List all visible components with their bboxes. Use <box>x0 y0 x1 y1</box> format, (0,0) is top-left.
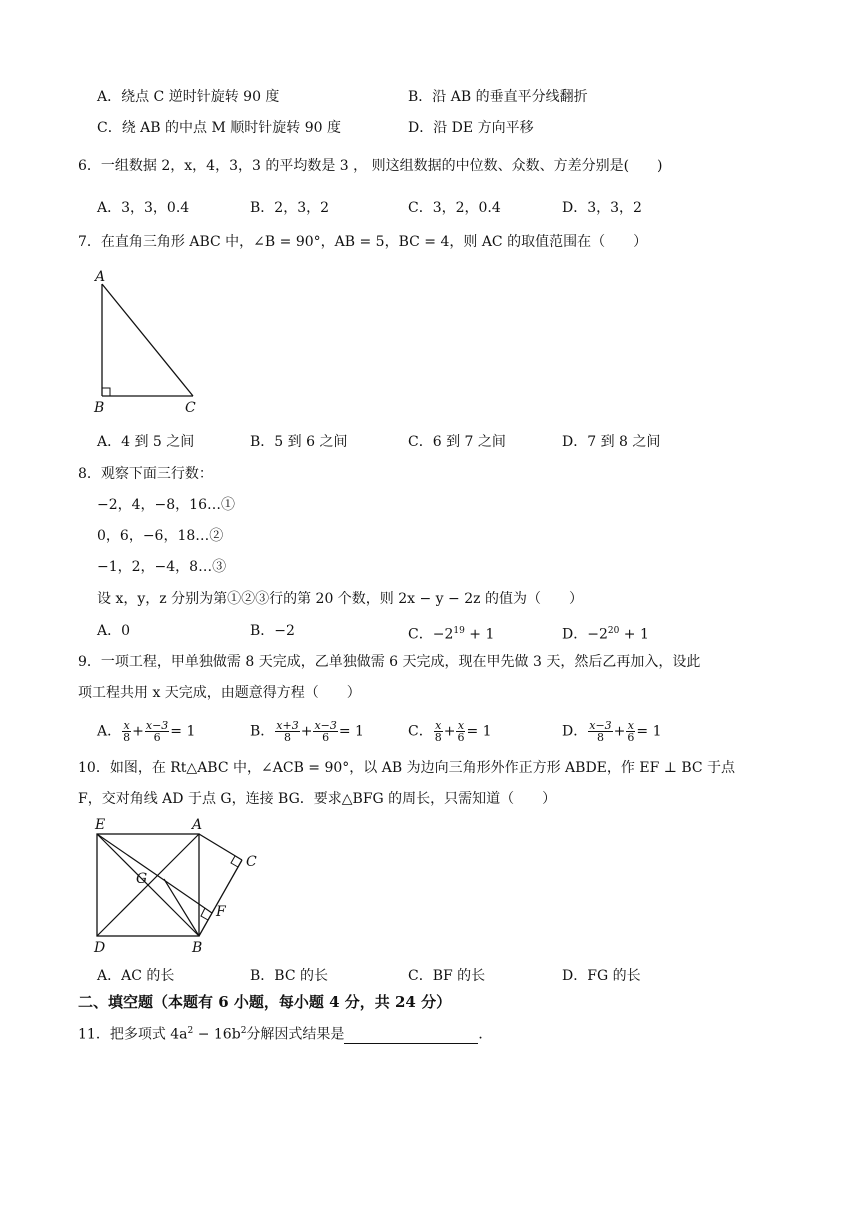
q7-label-c: C <box>185 400 196 416</box>
q5-option-b: B．沿 AB 的垂直平分线翻折 <box>408 89 588 105</box>
q7-label-a: A <box>95 269 106 285</box>
q8-option-a: A．0 <box>97 623 131 639</box>
q8-row-1: −2，4，−8，16…① <box>97 497 235 513</box>
q8-row-3: −1，2，−4，8…③ <box>97 559 227 575</box>
q7-option-c: C．6 到 7 之间 <box>408 434 506 450</box>
q6-option-a: A．3，3，0.4 <box>97 200 190 216</box>
section-2-heading: 二、填空题（本题有 6 小题，每小题 4 分，共 24 分） <box>78 993 452 1011</box>
q10-option-a: A．AC 的长 <box>97 968 175 984</box>
q9-option-a: A． $\frac{x}{8}$ + $\frac{x-3}{6}$ = 1 <box>97 719 196 744</box>
q10-label-d: D <box>94 940 106 956</box>
q9-option-c: C． $\frac{x}{8}$ + $\frac{x}{6}$ = 1 <box>408 719 492 744</box>
q5-option-a: A．绕点 C 逆时针旋转 90 度 <box>97 89 280 105</box>
q6-stem: 6．一组数据 2，x，4，3，3 的平均数是 3 ， 则这组数据的中位数、众数、方差分别是( ) <box>78 158 663 174</box>
q10-label-g: G <box>136 871 148 887</box>
q9-option-d: D． $\frac{x-3}{8}$ + $\frac{x}{6}$ = 1 <box>562 719 662 744</box>
q11-stem: 11．把多项式 $4a^2 - 16b^2$分解因式结果是 ． <box>78 1026 493 1043</box>
q10-label-c: C <box>246 854 257 870</box>
q9-option-b: B． $\frac{x+3}{8}$ + $\frac{x-3}{6}$ = 1 <box>250 719 364 744</box>
q8-option-c: C．$-2^{19} + 1$ <box>408 626 495 643</box>
q10-option-c: C．BF 的长 <box>408 968 486 984</box>
q7-option-a: A．4 到 5 之间 <box>97 434 195 450</box>
q9-stem-line-1: 9．一项工程，甲单独做需 8 天完成，乙单独做需 6 天完成，现在甲先做 3 天，然后乙再加入，设此 <box>78 654 701 670</box>
q8-row-2: 0，6，−6，18…② <box>97 528 224 544</box>
q10-label-a: A <box>192 817 203 833</box>
q11-answer-blank[interactable] <box>344 1029 478 1044</box>
q8-option-d: D．$-2^{20} + 1$ <box>562 626 649 643</box>
q6-option-c: C．3，2，0.4 <box>408 200 501 216</box>
q6-option-d: D．3，3，2 <box>562 200 642 216</box>
q7-triangle-figure <box>86 264 216 418</box>
q7-option-d: D．7 到 8 之间 <box>562 434 661 450</box>
q8-option-b: B．−2 <box>250 623 295 639</box>
q7-option-b: B．5 到 6 之间 <box>250 434 348 450</box>
q7-stem: 7．在直角三角形 ABC 中，∠B = 90°，AB = 5，BC = 4，则 AC 的取值范围在（ ） <box>78 234 648 250</box>
q10-stem-line-1: 10．如图，在 Rt△ABC 中，∠ACB = 90°，以 AB 为边向三角形外作正方形 ABDE，作 EF ⊥ BC 于点 <box>78 760 736 776</box>
q10-stem-line-2: F，交对角线 AD 于点 G，连接 BG．要求△BFG 的周长，只需知道（ ） <box>78 791 557 807</box>
q8-question: 设 x，y，z 分别为第①②③行的第 20 个数，则 2x − y − 2z 的值为（ ） <box>97 591 583 607</box>
q8-stem: 8．观察下面三行数： <box>78 466 213 482</box>
q10-label-e: E <box>95 817 106 833</box>
q5-option-c: C．绕 AB 的中点 M 顺时针旋转 90 度 <box>97 120 341 136</box>
q9-stem-line-2: 项工程共用 x 天完成，由题意得方程（ ） <box>78 685 361 701</box>
q10-label-b: B <box>192 940 203 956</box>
q10-label-f: F <box>216 904 226 920</box>
q7-label-b: B <box>94 400 105 416</box>
q5-option-d: D．沿 DE 方向平移 <box>408 120 534 136</box>
q10-square-figure <box>86 812 266 962</box>
q6-option-b: B．2，3，2 <box>250 200 330 216</box>
q10-option-d: D．FG 的长 <box>562 968 641 984</box>
q10-option-b: B．BC 的长 <box>250 968 328 984</box>
